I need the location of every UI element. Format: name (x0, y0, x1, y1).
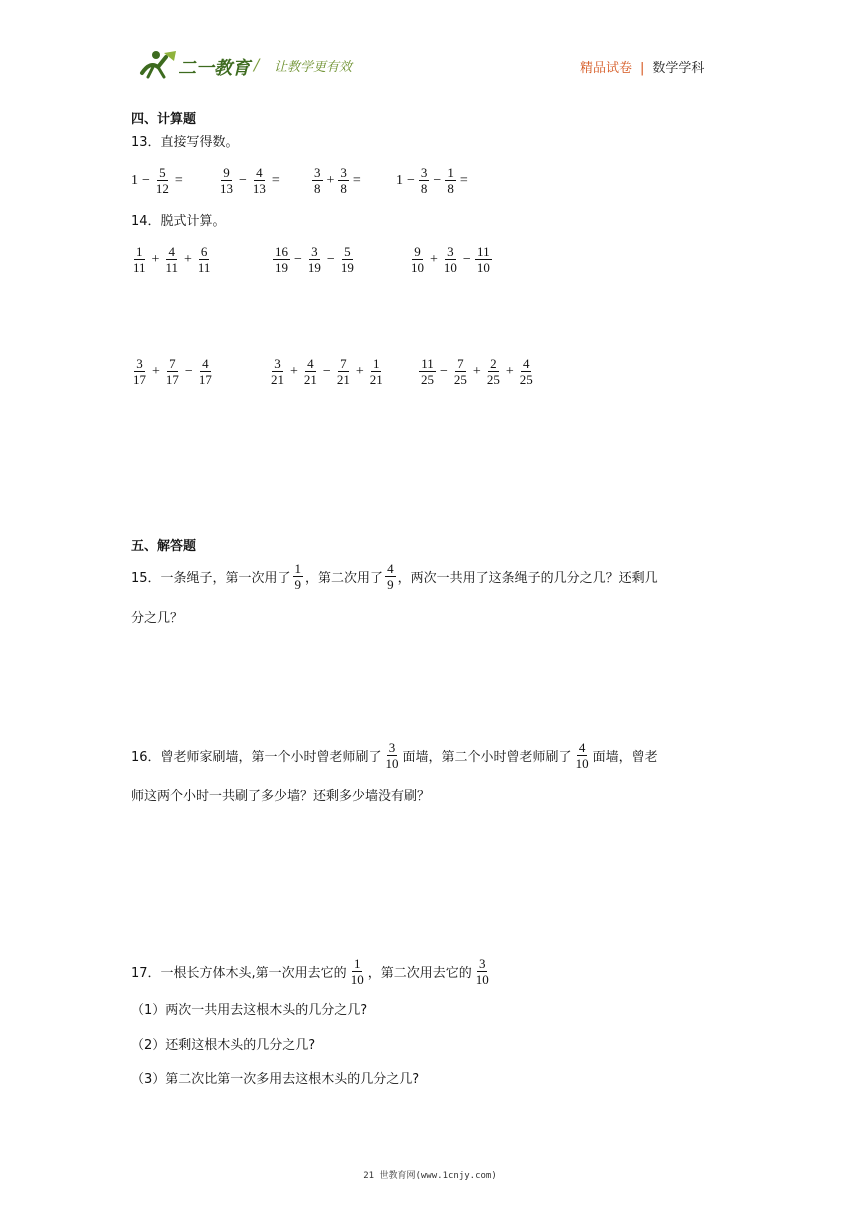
q13-label: 13．直接写得数。 (131, 135, 239, 150)
fraction-denominator: 17 (133, 372, 146, 387)
fraction-numerator: 3 (314, 165, 321, 180)
fraction-denominator: 19 (275, 260, 288, 275)
operator: + (326, 172, 335, 188)
header-premium-label: 精品试卷 (580, 61, 633, 76)
q17-fraction-1 (349, 956, 366, 987)
fraction-numerator: 3 (420, 165, 428, 180)
fraction-numerator: 7 (169, 356, 176, 371)
operator: + (290, 363, 298, 379)
q17-sub1: （1）两次一共用去这根木头的几分之几? (131, 1003, 368, 1018)
q17-frac1-den: 10 (350, 972, 364, 987)
q15-frac2-den: 9 (387, 577, 394, 592)
fraction (269, 356, 286, 387)
operator: + (151, 251, 160, 267)
fraction-denominator: 19 (340, 260, 354, 275)
slogan: 让教学更有效 (274, 60, 353, 75)
fraction-numerator: 3 (340, 165, 347, 180)
fraction-numerator: 7 (340, 356, 347, 371)
q15-fraction-1 (293, 561, 304, 592)
q17-frac2-num: 3 (478, 956, 486, 971)
fraction-numerator: 4 (202, 356, 209, 371)
q17-text-1: 17．一根长方体木头,第一次用去它的 (131, 966, 347, 981)
operator: − (239, 172, 247, 188)
q17-sub2: （2）还剩这根木头的几分之几? (131, 1038, 316, 1053)
fraction (164, 356, 181, 387)
fraction-denominator: 17 (165, 372, 179, 387)
fraction-numerator: 5 (344, 244, 351, 259)
fraction (335, 356, 352, 387)
fraction-numerator: 1 (447, 165, 454, 180)
q16-frac1-den: 10 (385, 756, 399, 771)
fraction-numerator: 16 (275, 244, 288, 259)
operator: − (184, 363, 193, 379)
header-divider: / (254, 55, 260, 74)
fraction-denominator: 11 (165, 260, 178, 275)
q16-text-2: 面墙，第二个小时曾老师刷了 (402, 750, 572, 765)
fraction (419, 356, 436, 387)
operator: − (326, 251, 335, 267)
fraction-numerator: 3 (311, 244, 318, 259)
q15-text-3: ，两次一共用了这条绳子的几分之几？还剩几 (397, 571, 658, 586)
fraction (273, 244, 290, 275)
fraction (218, 165, 235, 196)
q16-line2: 师这两个小时一共刷了多少墙？还剩多少墙没有刷？ (131, 789, 431, 804)
section-title-solve: 五、解答题 (131, 539, 197, 554)
fraction (312, 165, 323, 196)
operator: + (505, 363, 514, 379)
fraction-numerator: 11 (477, 244, 490, 259)
operator: + (152, 363, 160, 379)
fraction-denominator: 8 (340, 181, 347, 196)
footer: 21 世教育网(www.1cnjy.com) (363, 1171, 497, 1181)
header-right (580, 57, 704, 76)
operator: + (355, 363, 364, 379)
fraction-numerator: 3 (136, 356, 143, 371)
fraction (339, 244, 356, 275)
fraction (302, 356, 319, 387)
fraction (154, 165, 171, 196)
q17-sub3: （3）第二次比第一次多用去这根木头的几分之几? (131, 1072, 420, 1087)
q16-fraction-2 (574, 740, 591, 771)
fraction (197, 356, 214, 387)
fraction-numerator: 7 (457, 356, 464, 371)
fraction-denominator: 11 (133, 260, 146, 275)
q13-expr-4 (395, 165, 469, 196)
fraction (409, 244, 426, 275)
q17-fraction-2 (474, 956, 491, 987)
q15-frac2-num: 4 (387, 561, 394, 576)
fraction-denominator: 13 (252, 181, 266, 196)
q15-fraction-2 (385, 561, 396, 592)
operator: − (322, 363, 331, 379)
fraction-denominator: 13 (220, 181, 233, 196)
q15-line1 (131, 563, 741, 594)
fraction-numerator: 11 (421, 356, 434, 371)
operator: − (407, 172, 415, 188)
fraction-denominator: 11 (197, 260, 211, 275)
q14-label: 14．脱式计算。 (131, 214, 226, 229)
integer: 1 (131, 172, 138, 188)
fraction-denominator: 25 (519, 372, 533, 387)
fraction-numerator: 4 (522, 356, 530, 371)
fraction-numerator: 3 (274, 356, 281, 371)
q16-frac1-num: 3 (388, 740, 396, 755)
operator: + (472, 363, 481, 379)
q16-frac2-den: 10 (575, 756, 589, 771)
fraction-denominator: 8 (447, 181, 454, 196)
q16-line1 (131, 742, 741, 773)
fraction-denominator: 25 (486, 372, 500, 387)
operator: − (462, 251, 471, 267)
fraction-numerator: 1 (136, 244, 143, 259)
q13-expr-2 (217, 165, 281, 196)
operator: − (440, 363, 448, 379)
fraction (452, 356, 469, 387)
operator: = (459, 172, 468, 188)
operator: − (142, 172, 150, 188)
operator: = (271, 172, 280, 188)
fraction-denominator: 25 (421, 372, 434, 387)
fraction (163, 244, 180, 275)
logo-text: 二一教育 (178, 58, 250, 79)
fraction-denominator: 21 (369, 372, 383, 387)
fraction-numerator: 1 (372, 356, 380, 371)
fraction (475, 244, 492, 275)
fraction-numerator: 2 (490, 356, 497, 371)
q17-line1 (131, 958, 741, 989)
header-separator: | (640, 61, 645, 76)
section-title-calc: 四、计算题 (131, 112, 197, 127)
fraction (485, 356, 502, 387)
fraction-denominator: 10 (476, 260, 490, 275)
fraction-denominator: 21 (336, 372, 350, 387)
q14-expr-4 (130, 356, 215, 387)
fraction (131, 356, 148, 387)
fraction-numerator: 9 (414, 244, 421, 259)
header-subject-label: 数学学科 (652, 61, 705, 76)
fraction (306, 244, 323, 275)
fraction-denominator: 8 (420, 181, 428, 196)
fraction (445, 165, 456, 196)
fraction (338, 165, 349, 196)
operator: = (352, 172, 361, 188)
fraction-denominator: 25 (453, 372, 467, 387)
operator: + (183, 251, 192, 267)
fraction-numerator: 6 (200, 244, 208, 259)
q14-expr-1 (130, 244, 213, 275)
q15-text-2: ，第二次用了 (305, 571, 384, 586)
fraction (368, 356, 385, 387)
fraction (251, 165, 268, 196)
operator: = (174, 172, 183, 188)
q17-text-2: ，第二次用去它的 (367, 966, 472, 981)
fraction-denominator: 19 (307, 260, 321, 275)
fraction-numerator: 4 (256, 165, 263, 180)
fraction-denominator: 21 (271, 372, 284, 387)
fraction-numerator: 4 (307, 356, 314, 371)
q13-expr-1 (130, 165, 184, 196)
fraction (518, 356, 535, 387)
q17-frac2-den: 10 (475, 972, 489, 987)
fraction (131, 244, 148, 275)
q15-text-1: 15．一条绳子，第一次用了 (131, 571, 291, 586)
operator: + (430, 251, 438, 267)
q16-text-1: 16．曾老师家刷墙，第一个小时曾老师刷了 (131, 750, 382, 765)
fraction-denominator: 10 (443, 260, 457, 275)
fraction-denominator: 21 (303, 372, 317, 387)
q15-frac1-den: 9 (294, 577, 302, 592)
fraction-denominator: 10 (411, 260, 424, 275)
operator: − (433, 172, 442, 188)
fraction (196, 244, 213, 275)
q16-text-3: 面墙，曾老 (592, 750, 658, 765)
fraction-numerator: 5 (159, 165, 166, 180)
q14-expr-2 (272, 244, 357, 275)
fraction (419, 165, 430, 196)
integer: 1 (396, 172, 403, 188)
fraction (442, 244, 459, 275)
fraction-numerator: 9 (223, 165, 230, 180)
fraction-numerator: 4 (168, 244, 175, 259)
q17-frac1-num: 1 (353, 956, 361, 971)
q15-line2: 分之几？ (131, 611, 184, 626)
q14-expr-3 (408, 244, 493, 275)
q14-expr-6 (418, 356, 536, 387)
operator: − (294, 251, 302, 267)
fraction-denominator: 12 (155, 181, 169, 196)
q15-frac1-num: 1 (294, 561, 302, 576)
q13-expr-3 (311, 165, 362, 196)
q14-expr-5 (268, 356, 386, 387)
q16-frac2-num: 4 (578, 740, 586, 755)
fraction-denominator: 8 (314, 181, 321, 196)
fraction-numerator: 3 (447, 244, 454, 259)
q16-fraction-1 (384, 740, 401, 771)
fraction-denominator: 17 (198, 372, 212, 387)
